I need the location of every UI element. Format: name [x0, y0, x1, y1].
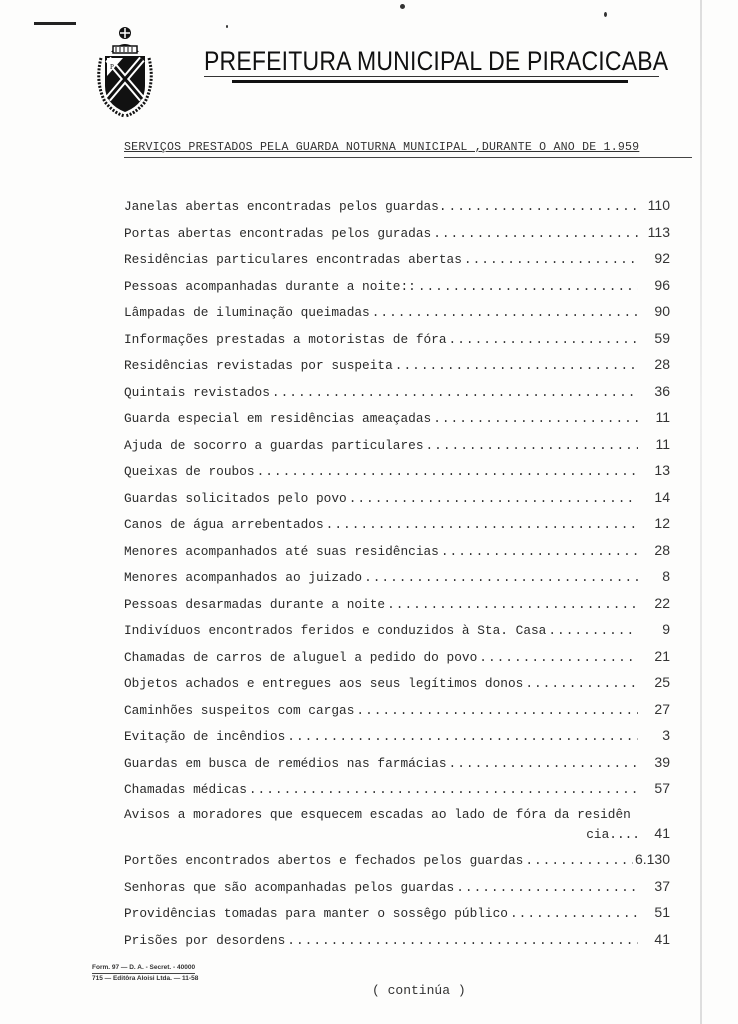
list-item: [124, 197, 670, 224]
continues-note: ( continúa ): [372, 983, 466, 998]
form-imprint-line2: 715 — Editôra Aloisi Ltda. — 11-58: [92, 975, 199, 982]
item-count: 57: [654, 780, 670, 796]
item-count: 90: [654, 303, 670, 319]
item-count: 12: [654, 515, 670, 531]
item-label: Providências tomadas para manter o sossêgo público: [124, 906, 508, 921]
list-item: [124, 462, 670, 489]
item-label: Objetos achados e entregues aos seus legítimos donos: [124, 676, 524, 691]
title-underline: [124, 157, 692, 158]
item-label: Ajuda de socorro a guardas particulares: [124, 437, 424, 453]
list-item: [124, 807, 670, 825]
dot-leader: [449, 332, 638, 347]
dot-leader: [510, 906, 638, 921]
item-label: Menores acompanhados ao juizado: [124, 570, 363, 585]
item-count: 59: [654, 329, 670, 346]
form-imprint-line1: Form. 97 — D. A. - Secret. - 40000: [92, 963, 195, 974]
dot-leader: [464, 252, 638, 267]
list-item: [124, 931, 670, 958]
item-count: 96: [654, 276, 670, 293]
letterhead-rule-thick: [232, 80, 628, 83]
list-item: [124, 648, 670, 675]
item-label: Portões encontrados abertos e fechados pelos guardas: [124, 853, 524, 868]
item-count: 13: [654, 462, 670, 478]
item-count: 21: [654, 647, 670, 664]
list-item: [124, 595, 670, 622]
services-list: [124, 197, 670, 957]
item-label: Senhoras que são acompanhadas pelos guardas: [124, 879, 455, 895]
item-count: 27: [654, 700, 670, 717]
item-label: Canos de água arrebentados: [124, 517, 324, 532]
dot-leader: [395, 358, 638, 373]
dot-leader: [479, 650, 638, 665]
dot-leader: [548, 623, 638, 638]
item-label: Quintais revistados: [124, 384, 270, 400]
svg-text:P: P: [110, 63, 114, 71]
list-item: [124, 515, 670, 542]
scan-speck: [604, 12, 607, 17]
dot-leader: [356, 703, 638, 718]
item-label: Caminhões suspeitos com cargas: [124, 702, 355, 718]
item-label: Pessoas desarmadas durante a noite: [124, 596, 386, 612]
dot-leader: [449, 199, 638, 214]
item-label-continuation: cia....: [586, 826, 640, 842]
list-item: [124, 250, 670, 277]
list-item: [124, 489, 670, 516]
dot-leader: [426, 438, 639, 453]
list-item: [124, 383, 670, 410]
dot-leader: [456, 880, 638, 895]
list-item: [124, 754, 670, 781]
item-count: 110: [647, 197, 670, 213]
item-count: 36: [654, 382, 670, 399]
dot-leader: [525, 676, 638, 691]
dot-leader: [418, 279, 638, 294]
item-count: 11: [655, 409, 670, 425]
list-item: [124, 674, 670, 701]
document-title: SERVIÇOS PRESTADOS PELA GUARDA NOTURNA MUNICIPAL ,DURANTE O ANO DE 1.959: [124, 141, 640, 154]
item-count: 37: [654, 877, 670, 894]
item-label: Avisos a moradores que esquecem escadas ao lado de fóra da residên: [124, 806, 631, 822]
item-count: 6.130: [634, 851, 670, 867]
page-edge: [700, 0, 702, 1024]
list-item: [124, 727, 670, 754]
item-label: Indivíduos encontrados feridos e conduzidos à Sta. Casa: [124, 623, 547, 638]
item-count: 113: [647, 223, 670, 240]
dot-leader: [326, 517, 638, 532]
item-label: Menores acompanhados até suas residências: [124, 543, 439, 559]
list-item: [124, 303, 670, 330]
list-item: [124, 851, 670, 878]
item-label: Portas abertas encontradas pelos guradas: [124, 225, 432, 241]
item-label: Guardas solicitados pelo povo: [124, 490, 347, 506]
item-label: Janelas abertas encontradas pelos guardas.: [124, 199, 447, 214]
scan-speck: [226, 25, 228, 28]
item-count: 28: [654, 541, 670, 558]
item-count: 9: [662, 621, 670, 637]
item-label: Guardas em busca de remédios nas farmácias: [124, 755, 447, 771]
item-label: Residências revistadas por suspeita: [124, 358, 393, 373]
list-item: [124, 904, 670, 931]
dot-leader: [525, 853, 633, 868]
list-item: [124, 780, 670, 807]
list-item: [124, 330, 670, 357]
dot-leader: [364, 570, 638, 585]
item-count: 92: [654, 250, 670, 266]
item-label: Queixas de roubos: [124, 464, 255, 479]
letterhead-rule: [204, 76, 659, 77]
list-item: [124, 542, 670, 569]
dot-leader: [349, 491, 638, 506]
item-label: Guarda especial em residências ameaçadas: [124, 411, 432, 426]
dot-leader: [257, 464, 638, 479]
item-count: 28: [654, 356, 670, 372]
letterhead-title: PREFEITURA MUNICIPAL DE PIRACICABA: [204, 46, 669, 76]
list-item: [124, 224, 670, 251]
item-count: 25: [654, 674, 670, 690]
item-count: 11: [655, 435, 670, 452]
item-count: 51: [654, 904, 670, 920]
list-item: [124, 356, 670, 383]
scan-speck: [400, 4, 405, 9]
item-label: Informações prestadas a motoristas de fóra: [124, 331, 447, 347]
form-imprint: [92, 963, 198, 983]
dot-leader: [441, 544, 638, 559]
item-count: 22: [654, 594, 670, 611]
list-item: [124, 409, 670, 436]
item-label: Evitação de incêndios: [124, 729, 286, 744]
dot-leader: [387, 597, 638, 612]
item-count: 14: [654, 488, 670, 505]
list-item: [124, 878, 670, 905]
list-item: [124, 436, 670, 463]
dot-leader: [433, 226, 638, 241]
list-item: [124, 277, 670, 304]
dot-leader: [449, 756, 638, 771]
item-label: Chamadas de carros de aluguel a pedido do povo: [124, 649, 478, 665]
item-label: Pessoas acompanhadas durante a noite::: [124, 278, 416, 294]
dot-leader: [249, 782, 638, 797]
coat-of-arms-icon: [93, 24, 157, 120]
item-label: Residências particulares encontradas abertas: [124, 252, 462, 267]
dot-leader: [287, 933, 638, 948]
item-count: 8: [662, 568, 670, 584]
item-label: Chamadas médicas: [124, 782, 247, 797]
dot-leader: [433, 411, 638, 426]
list-item: [124, 568, 670, 595]
margin-mark: [34, 22, 76, 25]
list-item: [124, 621, 670, 648]
item-label: Lâmpadas de iluminação queimadas: [124, 305, 370, 320]
item-count: 39: [654, 753, 670, 770]
dot-leader: [272, 385, 638, 400]
dot-leader: [372, 305, 638, 320]
list-item-continuation: [124, 825, 670, 852]
dot-leader: [287, 729, 638, 744]
item-count: 3: [662, 727, 670, 743]
item-label: Prisões por desordens: [124, 932, 286, 948]
item-count: 41: [654, 930, 670, 947]
item-count: 41: [654, 824, 670, 841]
list-item: [124, 701, 670, 728]
